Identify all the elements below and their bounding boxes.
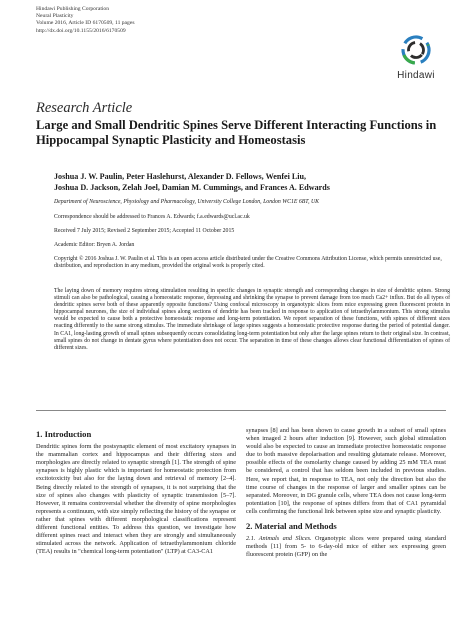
authors-line-2: Joshua D. Jackson, Zelah Joel, Damian M. Cummings, and Frances A. Edwards — [54, 182, 330, 192]
volume-info: Volume 2016, Article ID 6170509, 11 pages — [36, 20, 135, 27]
introduction-paragraph: Dendritic spines form the postsynaptic element of most excitatory synapses in the mammalian cortex and hippocampus and their differing sizes and morphologies are directly related to synaptic strength [1]. The strength of spine synapses is highly plastic which is important for homeostatic protection from excitotoxicity but also for the laying down and retrieval of memory [2–4]. Being directly related to the strength of synapses, it is not surprising that the size of spines also changes with plasticity of synaptic transmission [5–7]. However, it remains controversial whether the diversity of spine morphologies represents a continuum, with size simply reflecting the history of the synapse or rather that spines with different morphological classifications represent different functional entities. To address this question, we investigate how different spines react and interact when they are strongly and simultaneously stimulated across the network. Application of tetraethylammonium chloride (TEA) results in "chemical long-term potentiation" (LTP) at CA3-CA1 — [36, 443, 236, 556]
methods-heading: 2. Material and Methods — [246, 521, 337, 532]
academic-editor: Academic Editor: Bryen A. Jordan — [54, 242, 135, 248]
article-type: Research Article — [36, 100, 133, 116]
journal-header — [36, 6, 135, 35]
logo-wordmark: Hindawi — [397, 70, 435, 81]
section-divider — [36, 410, 446, 411]
affiliation: Department of Neuroscience, Physiology and Pharmacology, University College London, London WC1E 6BT, UK — [54, 199, 320, 205]
right-column — [246, 427, 446, 559]
methods-text: Organotypic slices were prepared using standard methods [11] from 5- to 6-day-old mice of either sex expressing green fluorescent protein (GFP) on the — [246, 535, 447, 559]
copyright-notice: Copyright © 2016 Joshua J. W. Paulin et al. This is an open access article distributed under the Creative Commons Attribution License, which permits unrestricted use, distribution, and reproduction in any medium, provided the original work is properly cited. — [54, 256, 442, 270]
abstract: The laying down of memory requires strong stimulation resulting in specific changes in synaptic strength and corresponding changes in size of dendritic spines. Strong stimuli can also be pathological, causing a homeostatic response, depressing and shrinking the synapse to prevent damage from too much Ca2+ influx. But do all types of dendritic spines serve both of these apparently opposite functions? Using confocal microscopy in organotypic slices from mice expressing green fluorescent protein in hippocampal neurones, the size of individual spines along sections of dendrite has been tracked in response to application of tetraethylammonium. This strong stimulus would be expected to cause both a protective homeostatic response and long-term potentiation. We report separation of these functions, with spines of different sizes reacting differently to the same strong stimulus. The immediate shrinkage of large spines suggests a homeostatic protective response during the period of potential danger. In CA1, long-lasting growth of small spines subsequently occurs consolidating long-term potentiation but only after the large spines return to their original size. In contrast, small spines do not change in dentate gyrus where potentiation does not occur. The separation in time of these changes allows clear functional differentiation of spines of different sizes. — [54, 288, 450, 351]
methods-subheading: 2.1. Animals and Slices. — [246, 535, 312, 543]
introduction-heading: 1. Introduction — [36, 429, 92, 439]
doi-link[interactable]: http://dx.doi.org/10.1155/2016/6170509 — [36, 27, 126, 34]
article-title: Large and Small Dendritic Spines Serve Different Interacting Functions in Hippocampal Synaptic Plasticity and Homeostasis — [36, 118, 437, 147]
publisher-name: Hindawi Publishing Corporation — [36, 6, 110, 12]
correspondence: Correspondence should be addressed to Frances A. Edwards; f.a.edwards@ucl.ac.uk — [54, 214, 250, 220]
authors-line-1: Joshua J. W. Paulin, Peter Haslehurst, Alexander D. Fellows, Wenfei Liu, — [54, 172, 307, 181]
journal-name: Neural Plasticity — [36, 13, 74, 20]
author-list — [54, 172, 454, 193]
publication-dates: Received 7 July 2015; Revised 2 September 2015; Accepted 11 October 2015 — [54, 228, 235, 234]
introduction-continued-paragraph: synapses [8] and has been shown to cause growth in a subset of small spines when imaged 2 hours after induction [9]. However, such global stimulation would also be expected to cause an immediate protective homeostatic response due to both massive depolarisation and resulting glutamate release. Moreover, possible effects of the osmolarity change caused by adding 25 mM TEA must be considered, a control that has seldom been included in previous studies. Here, we report that, in response to TEA, not only the direction but also the time course of changes in the response of larger and smaller spines can be separated. Moreover, in DG granule cells, where TEA does not cause long-term potentiation [10], the response of spines differs from that of CA1 pyramidal cells confirming the functional link between spine size and synaptic plasticity. — [246, 427, 446, 515]
methods-paragraph — [246, 535, 446, 559]
left-column — [36, 430, 236, 556]
